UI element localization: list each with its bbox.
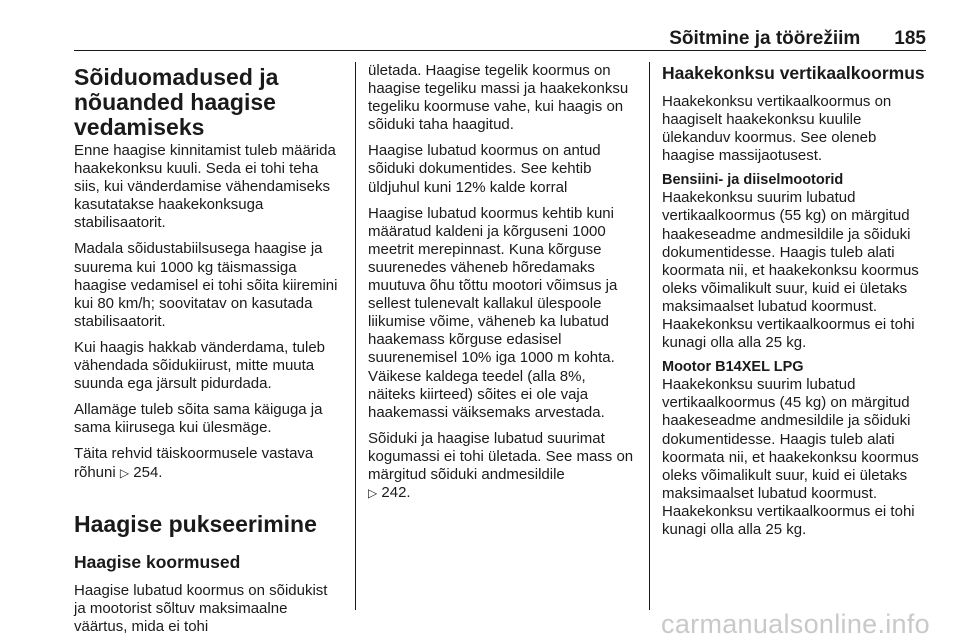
paragraph: Täita rehvid täiskoormusele vastava rõhuni ▷ 254.: [74, 445, 314, 481]
reference-arrow-icon: ▷: [368, 486, 378, 501]
column-divider: [649, 62, 650, 610]
paragraph: ületada. Haagise tegelik koormus on haagise tegeliku massi ja haakekonksu tegeliku koormuse vahe, kui haagis on sõiduki taha haagitud.: [368, 62, 629, 134]
paragraph: Haagise lubatud koormus on antud sõiduki dokumentides. See kehtib üldjuhul kuni 12% kalde korral: [368, 142, 601, 196]
paragraph: Haakekonksu suurim lubatud vertikaalkoormus (45 kg) on märgitud haakeseadme andmesildile ja sõiduki dokumentidesse. Haagis tuleb alati koormata nii, et haakekonksu koormus oleks võimalikult suur, kuid ei ületaks maksimaalset lubatud koormust. Haakekonksu vertikaalkoormus ei tohi kunagi olla alla 25 kg.: [662, 376, 919, 538]
sub-heading: Mootor B14XEL LPG: [662, 359, 804, 376]
paragraph: Allamäge tuleb sõita sama käiguga ja sama kiirusega kui ülesmäge.: [74, 401, 323, 437]
subsection-title: Haagise koormused: [74, 551, 241, 572]
column-right: [662, 62, 928, 547]
page-reference-link[interactable]: 254.: [133, 463, 163, 481]
subsection-title: Haakekonksu vertikaalkoormus: [662, 63, 925, 83]
watermark: carmanualsonline.info: [661, 609, 930, 639]
page-header: [74, 24, 926, 51]
section-title: Sõiduomadused ja nõuanded haagise vedamiseks: [74, 64, 279, 140]
paragraph: Sõiduki ja haagise lubatud suurimat kogumassi ei tohi ületada. See mass on märgitud sõiduki andmesildile ▷ 242.: [368, 429, 634, 502]
reference-arrow-icon: ▷: [119, 465, 130, 480]
header-title: Sõitmine ja töörežiim: [669, 28, 861, 49]
paragraph: Haakekonksu vertikaalkoormus on haagiselt haakekonksu kuulile ülekanduv koormus. See oleneb haagise massijaotusest.: [662, 93, 892, 165]
page-reference-link[interactable]: 242.: [381, 484, 411, 502]
column-divider: [355, 62, 356, 610]
paragraph: Haagise lubatud koormus on sõidukist ja mootorist sõltuv maksimaalne väärtus, mida ei tohi: [74, 581, 328, 635]
paragraph: Enne haagise kinnitamist tuleb määrida haakekonksu kuuli. Seda ei tohi teha siis, kui vänderdamise vähendamiseks kasutatakse haakekonksuga stabilisaatorit.: [74, 142, 336, 232]
page-number: 185: [894, 28, 926, 49]
paragraph: Kui haagis hakkab vänderdama, tuleb vähendada sõidukiirust, mitte muuta suunda ega järsult pidurdada.: [74, 338, 326, 393]
paragraph: Madala sõidustabiilsusega haagise ja suurema kui 1000 kg täismassiga haagise vedamisel ei tohi sõita kiiremini kui 80 km/h; soovitatav on kasutada stabilisaatorit.: [74, 240, 338, 330]
column-left: [74, 62, 342, 644]
sub-heading: Bensiini- ja diiselmootorid: [662, 172, 844, 189]
section-title: Haagise pukseerimine: [74, 510, 317, 537]
paragraph: Haagise lubatud koormus kehtib kuni määratud kaldeni ja kõrguseni 1000 meetrit merepinnast. Kuna kõrguse suurenedes väheneb hõredamaks muutuva õhu tõttu mootori võimsus ja sellest tulenevalt kallakul ülespoole liikumise võime, väheneb ka lubatud haakemass kõrguse edasisel suurenemisel 10% iga 1000 m kohta. Väikese kaldega teedel (alla 8%, näiteks kiirteed) sõites ei ole vaja haakemassi väiksemaks arvestada.: [368, 204, 618, 421]
paragraph: Haakekonksu suurim lubatud vertikaalkoormus (55 kg) on märgitud haakeseadme andmesildile ja sõiduki dokumentidesse. Haagis tuleb alati koormata nii, et haakekonksu koormus oleks võimalikult suur, kuid ei ületaks maksimaalset lubatud koormust. Haakekonksu vertikaalkoormus ei tohi kunagi olla alla 25 kg.: [662, 189, 919, 352]
column-middle: [368, 62, 634, 510]
